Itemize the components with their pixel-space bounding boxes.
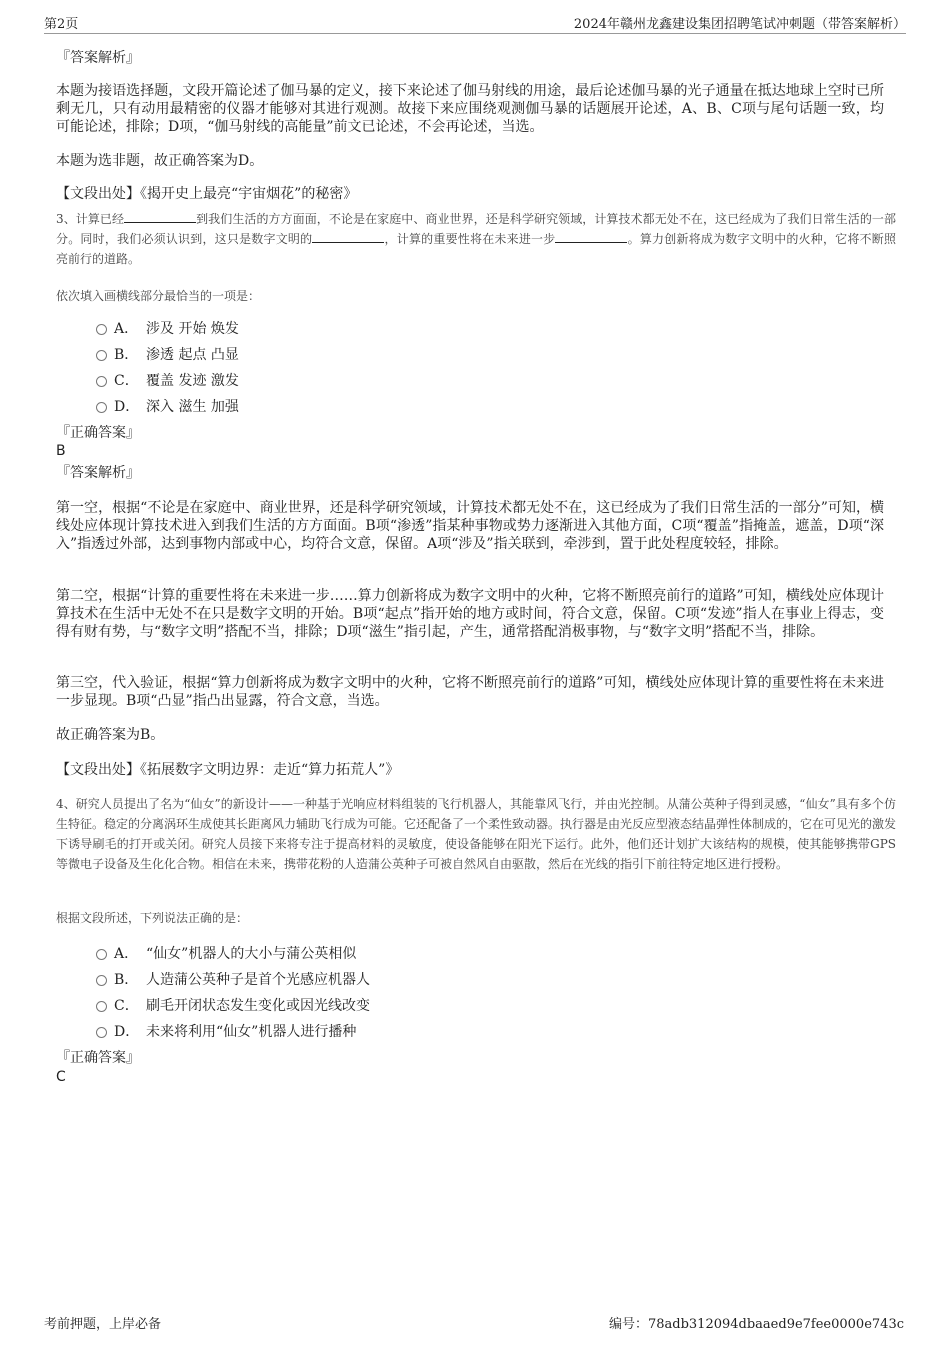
q4-option-a[interactable]: A． “仙女”机器人的大小与蒲公英相似 — [96, 945, 356, 963]
radio-icon[interactable] — [96, 350, 107, 361]
q3-blank-3 — [555, 230, 627, 243]
q3-answer: B — [56, 443, 66, 459]
q3-blank-1 — [124, 210, 196, 223]
q3-analysis-paragraph-1: 第一空，根据“不论是在家庭中、商业世界，还是科学研究领域，计算技术都无处不在，这已经成为了我们日常生活的一部分”可知，横线处应体现计算技术进入到我们生活的方方面面。B项“渗透”指某种事物或势力逐渐进入其他方面，C项“覆盖”指掩盖，遮盖，D项“深入”指透过外部，达到事物内部或中心，均符合文意，保留。A项“涉及”指关联到，牵涉到，置于此处程度较轻，排除。 — [56, 500, 884, 552]
page-header — [44, 13, 906, 34]
radio-icon[interactable] — [96, 975, 107, 986]
radio-icon[interactable] — [96, 1027, 107, 1038]
q3-option-a[interactable]: A． 涉及 开始 焕发 — [96, 320, 239, 338]
q3-source: 【文段出处】《拓展数字文明边界：走近“算力拓荒人”》 — [56, 762, 400, 778]
q3-analysis-label: 『答案解析』 — [56, 465, 140, 481]
q2-analysis-paragraph-1: 本题为接语选择题，文段开篇论述了伽马暴的定义，接下来论述了伽马射线的用途，最后论述伽马暴的光子通量在抵达地球上空时已所剩无几，只有动用最精密的仪器才能够对其进行观测。故接下来应围绕观测伽马暴的话题展开论述，A、B、C项与尾句话题一致，均可能论述，排除；D项，“伽马射线的高能量”前文已论述，不会再论述，当选。 — [56, 83, 884, 135]
q4-stem: 根据文段所述，下列说法正确的是： — [56, 911, 249, 925]
q4-option-b[interactable]: B． 人造蒲公英种子是首个光感应机器人 — [96, 971, 370, 989]
document-title: 2024年赣州龙鑫建设集团招聘笔试冲刺题（带答案解析） — [573, 17, 906, 32]
q4-option-c[interactable]: C． 刷毛开闭状态发生变化或因光线改变 — [96, 997, 370, 1015]
q2-analysis-paragraph-2: 本题为选非题，故正确答案为D。 — [56, 153, 264, 169]
q3-answer-label: 『正确答案』 — [56, 425, 140, 441]
q2-source: 【文段出处】《揭开史上最亮“宇宙烟花”的秘密》 — [56, 186, 358, 202]
q3-analysis-paragraph-3: 第三空，代入验证，根据“算力创新将成为数字文明中的火种，它将不断照亮前行的道路”可知，横线处应体现计算的重要性将在未来进一步显现。B项“凸显”指凸出显露，符合文意，当选。 — [56, 675, 884, 709]
q3-option-c[interactable]: C． 覆盖 发迹 激发 — [96, 372, 239, 390]
q2-analysis-label: 『答案解析』 — [56, 50, 140, 66]
q3-blank-2 — [312, 230, 384, 243]
radio-icon[interactable] — [96, 324, 107, 335]
q4-option-d[interactable]: D． 未来将利用“仙女”机器人进行播种 — [96, 1023, 356, 1041]
radio-icon[interactable] — [96, 402, 107, 413]
q3-question-text: 3、计算已经 到我们生活的方方面面，不论是在家庭中、商业世界，还是科学研究领域，计算技术都无处不在，这已经成为了我们日常生活的一部分。同时，我们必须认识到，这只是数字文明的 ，计算的重要性将在未来进一步 。算力创新将成为数字文明中的火种，它将不断照亮前行的道路。 — [56, 212, 896, 266]
q4-answer: C — [56, 1069, 66, 1085]
page-number: 第2页 — [44, 17, 79, 32]
q3-analysis-paragraph-4: 故正确答案为B。 — [56, 727, 165, 743]
q3-analysis-paragraph-2: 第二空，根据“计算的重要性将在未来进一步……算力创新将成为数字文明中的火种，它将不断照亮前行的道路”可知，横线处应体现计算技术在生活中无处不在只是数字文明的开始。B项“起点”指开始的地方或时间，符合文意，保留。C项“发迹”指人在事业上得志，变得有财有势，与“数字文明”搭配不当，排除；D项“滋生”指引起，产生，通常搭配消极事物，与“数字文明”搭配不当，排除。 — [56, 588, 884, 640]
footer-document-id: 编号：78adb312094dbaaed9e7fee0000e743c — [608, 1317, 904, 1332]
q4-question-text: 4、研究人员提出了名为“仙女”的新设计——一种基于光响应材料组装的飞行机器人，其能靠风飞行，并由光控制。从蒲公英种子得到灵感，“仙女”具有多个仿生特征。稳定的分离涡环生成使其长距离风力辅助飞行成为可能。它还配备了一个柔性致动器。执行器是由光反应型液态结晶弹性体制成的，它在可见光的激发下诱导刷毛的打开或关闭。研究人员接下来将专注于提高材料的灵敏度，使设备能够在阳光下运行。此外，他们还计划扩大该结构的规模，使其能够携带GPS等微电子设备及生化化合物。相信在未来，携带花粉的人造蒲公英种子可被自然风自由驱散，然后在光线的指引下前往特定地区进行授粉。 — [56, 797, 897, 871]
q3-option-b[interactable]: B． 渗透 起点 凸显 — [96, 346, 239, 364]
radio-icon[interactable] — [96, 949, 107, 960]
q4-answer-label: 『正确答案』 — [56, 1050, 140, 1066]
radio-icon[interactable] — [96, 376, 107, 387]
footer-slogan: 考前押题，上岸必备 — [44, 1317, 162, 1332]
q3-option-d[interactable]: D． 深入 滋生 加强 — [96, 398, 239, 416]
q3-stem: 依次填入画横线部分最恰当的一项是： — [56, 289, 261, 303]
radio-icon[interactable] — [96, 1001, 107, 1012]
